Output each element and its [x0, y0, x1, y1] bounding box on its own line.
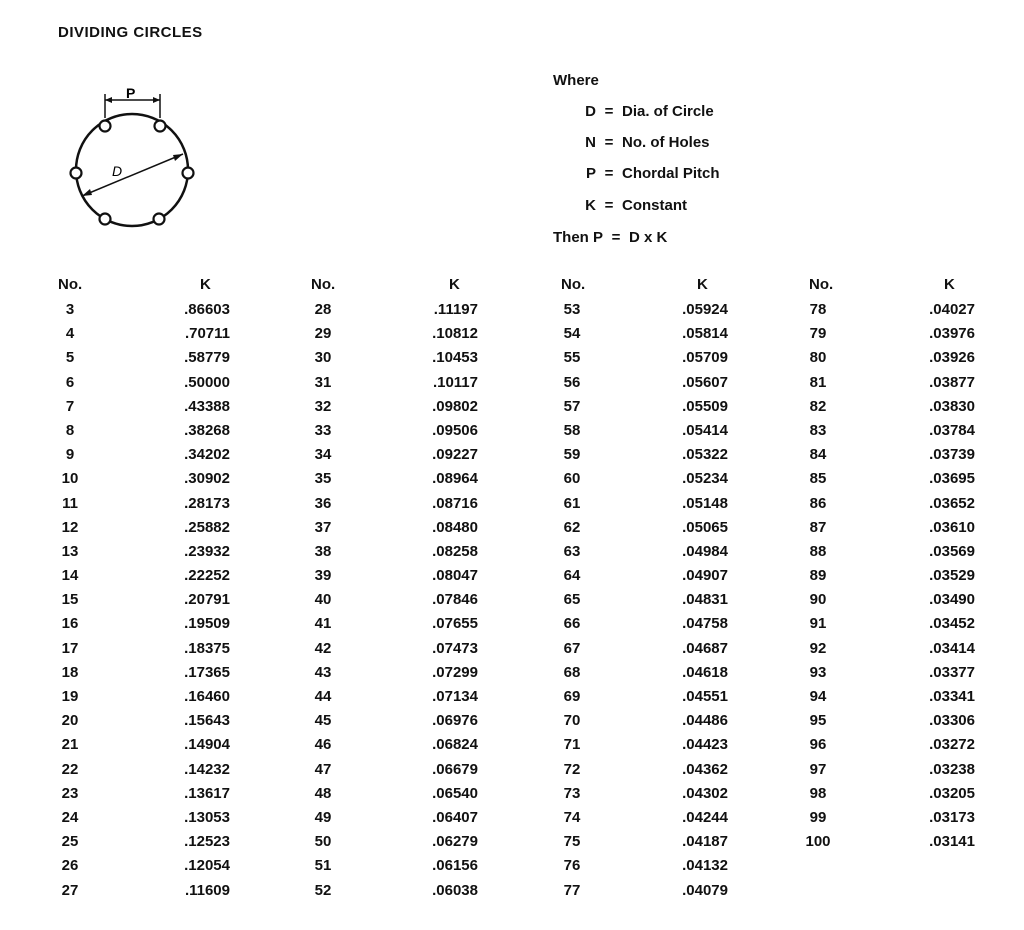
- constant-cell: .05509: [682, 397, 728, 415]
- hole-count-cell: 60: [563, 470, 581, 488]
- hole-count-cell: 79: [809, 325, 827, 343]
- hole-count-cell: 72: [563, 760, 581, 778]
- constant-cell: .04187: [682, 833, 728, 851]
- constant-cell: .12523: [184, 833, 230, 851]
- hole-count-cell: 55: [563, 349, 581, 367]
- legend-row-k: K = Constant: [585, 197, 687, 214]
- hole-count-cell: 64: [563, 567, 581, 585]
- constant-cell: .08047: [432, 567, 478, 585]
- constant-cell: .03238: [929, 760, 975, 778]
- legend-then-formula: Then P = D x K: [553, 229, 668, 246]
- hole-count-cell: 9: [65, 446, 75, 464]
- constant-cell: .43388: [184, 397, 230, 415]
- legend-row-d: D = Dia. of Circle: [585, 103, 714, 120]
- constant-cell: .30902: [184, 470, 230, 488]
- hole-count-cell: 82: [809, 397, 827, 415]
- hole-count-cell: 62: [563, 518, 581, 536]
- constant-cell: .04984: [682, 542, 728, 560]
- hole-count-cell: 29: [314, 325, 332, 343]
- hole-count-cell: 54: [563, 325, 581, 343]
- hole-count-cell: 69: [563, 688, 581, 705]
- constant-cell: .03205: [929, 784, 975, 802]
- constant-cell: .04618: [682, 663, 728, 681]
- constant-cell: .04423: [682, 736, 728, 754]
- constant-cell: .25882: [184, 518, 230, 536]
- hole-count-cell: 68: [563, 663, 581, 681]
- hole-count-cell: 97: [809, 760, 827, 778]
- constant-cell: .03141: [929, 833, 975, 851]
- hole-count-cell: 59: [563, 446, 581, 464]
- constant-cell: .04687: [682, 639, 728, 657]
- constant-cell: .28173: [184, 494, 230, 512]
- constant-cell: .03306: [929, 712, 975, 730]
- hole-count-cell: 40: [314, 591, 332, 609]
- hole-count-cell: 4: [65, 325, 75, 343]
- constant-cell: .05814: [682, 325, 728, 343]
- hole-count-cell: 14: [61, 567, 79, 585]
- hole-count-cell: 18: [61, 663, 79, 681]
- hole-count-cell: 35: [314, 470, 332, 488]
- hole-count-cell: 20: [61, 712, 79, 730]
- constant-cell: .07473: [432, 639, 478, 657]
- hole-count-cell: 95: [809, 712, 827, 730]
- hole-count-cell: 44: [314, 688, 332, 705]
- hole-count-cell: 15: [61, 591, 79, 609]
- hole-count-cell: 83: [809, 421, 827, 439]
- constant-cell: .06976: [432, 712, 478, 730]
- label-p: P: [126, 88, 136, 101]
- header-no-2: No.: [311, 276, 336, 293]
- constant-cell: .10812: [432, 325, 478, 343]
- header-k-3: K: [697, 276, 708, 293]
- constant-cell: .10117: [432, 373, 478, 391]
- hole-count-cell: 12: [61, 518, 79, 536]
- constant-cell: .04244: [682, 808, 728, 826]
- hole-count-cell: 8: [65, 421, 75, 439]
- hole-count-cell: 57: [563, 397, 581, 415]
- constant-cell: .06540: [432, 784, 478, 802]
- hole-count-cell: 99: [809, 808, 827, 826]
- hole-count-cell: 13: [61, 542, 79, 560]
- constant-cell: .04027: [929, 301, 975, 318]
- hole-count-cell: 70: [563, 712, 581, 730]
- constant-cell: .06156: [432, 857, 478, 875]
- label-d: D: [112, 163, 123, 179]
- constant-cell: .05414: [682, 421, 728, 439]
- hole-count-cell: 38: [314, 542, 332, 560]
- hole-count-cell: 76: [563, 857, 581, 875]
- constant-cell: .08716: [432, 494, 478, 512]
- hole-mark: [155, 121, 166, 132]
- hole-mark: [183, 168, 194, 179]
- hole-count-cell: 88: [809, 542, 827, 560]
- hole-count-cell: 93: [809, 663, 827, 681]
- hole-count-cell: 47: [314, 760, 332, 778]
- hole-count-cell: 23: [61, 784, 79, 802]
- hole-count-cell: 32: [314, 397, 332, 415]
- constant-cell: .17365: [184, 663, 230, 681]
- constant-cell: .04831: [682, 591, 728, 609]
- hole-count-cell: 6: [65, 373, 75, 391]
- hole-count-cell: 58: [563, 421, 581, 439]
- hole-mark: [100, 214, 111, 225]
- header-k-4: K: [944, 276, 955, 293]
- header-no-1: No.: [58, 276, 83, 293]
- hole-count-cell: 43: [314, 663, 332, 681]
- constant-cell: .05924: [682, 301, 728, 318]
- hole-mark: [154, 214, 165, 225]
- legend-where: Where: [553, 72, 599, 89]
- constant-cell: .19509: [184, 615, 230, 633]
- hole-count-cell: 25: [61, 833, 79, 851]
- constant-cell: .08258: [432, 542, 478, 560]
- hole-count-cell: 71: [563, 736, 581, 754]
- hole-count-cell: 10: [61, 470, 79, 488]
- constant-cell: .03414: [929, 639, 975, 657]
- no-column-3: [554, 298, 590, 903]
- constant-cell: .09506: [432, 421, 478, 439]
- hole-count-cell: 100: [805, 833, 831, 851]
- hole-count-cell: 5: [65, 349, 75, 367]
- constant-cell: .22252: [184, 567, 230, 585]
- hole-count-cell: 19: [61, 688, 79, 705]
- hole-count-cell: 11: [62, 494, 78, 512]
- constant-cell: .86603: [184, 301, 230, 318]
- hole-count-cell: 3: [65, 301, 75, 318]
- k-column-4: [905, 298, 975, 854]
- hole-count-cell: 89: [809, 567, 827, 585]
- dividing-circle-diagram: [60, 88, 210, 238]
- hole-count-cell: 26: [61, 857, 79, 875]
- no-column-4: [800, 298, 836, 854]
- hole-count-cell: 61: [563, 494, 581, 512]
- constant-cell: .06279: [432, 833, 478, 851]
- constant-cell: .03377: [929, 663, 975, 681]
- hole-count-cell: 28: [314, 301, 332, 318]
- hole-count-cell: 80: [809, 349, 827, 367]
- hole-count-cell: 65: [563, 591, 581, 609]
- hole-count-cell: 50: [314, 833, 332, 851]
- constant-cell: .04079: [682, 881, 728, 899]
- constant-cell: .07134: [432, 688, 478, 705]
- hole-count-cell: 22: [61, 760, 79, 778]
- constant-cell: .10453: [432, 349, 478, 367]
- constant-cell: .03652: [929, 494, 975, 512]
- constant-cell: .70711: [184, 325, 230, 343]
- constant-cell: .58779: [184, 349, 230, 367]
- constant-cell: .50000: [184, 373, 230, 391]
- hole-count-cell: 45: [314, 712, 332, 730]
- hole-count-cell: 42: [314, 639, 332, 657]
- hole-count-cell: 49: [314, 808, 332, 826]
- constant-cell: .11197: [433, 301, 478, 318]
- constant-cell: .23932: [184, 542, 230, 560]
- constant-cell: .07846: [432, 591, 478, 609]
- constant-cell: .04362: [682, 760, 728, 778]
- constant-cell: .13053: [184, 808, 230, 826]
- hole-count-cell: 46: [314, 736, 332, 754]
- hole-count-cell: 7: [65, 397, 75, 415]
- header-no-4: No.: [809, 276, 834, 293]
- header-k-2: K: [449, 276, 460, 293]
- constant-cell: .03739: [929, 446, 975, 464]
- constant-cell: .03173: [929, 808, 975, 826]
- hole-count-cell: 24: [61, 808, 79, 826]
- constant-cell: .05709: [682, 349, 728, 367]
- hole-count-cell: 39: [314, 567, 332, 585]
- constant-cell: .16460: [184, 688, 230, 705]
- hole-count-cell: 91: [809, 615, 827, 633]
- constant-cell: .05607: [682, 373, 728, 391]
- hole-count-cell: 16: [61, 615, 79, 633]
- constant-cell: .03452: [929, 615, 975, 633]
- constant-cell: .05234: [682, 470, 728, 488]
- constant-cell: .03272: [929, 736, 975, 754]
- hole-count-cell: 77: [563, 881, 581, 899]
- hole-mark: [71, 168, 82, 179]
- constant-cell: .03926: [929, 349, 975, 367]
- constant-cell: .04907: [682, 567, 728, 585]
- constant-cell: .06038: [432, 881, 478, 899]
- constant-cell: .04551: [682, 688, 728, 705]
- hole-mark: [100, 121, 111, 132]
- constant-cell: .06407: [432, 808, 478, 826]
- hole-count-cell: 52: [314, 881, 332, 899]
- hole-count-cell: 66: [563, 615, 581, 633]
- constant-cell: .03784: [929, 421, 975, 439]
- header-no-3: No.: [561, 276, 586, 293]
- no-column-1: [52, 298, 88, 903]
- k-column-1: [160, 298, 230, 903]
- constant-cell: .03877: [929, 373, 975, 391]
- hole-count-cell: 92: [809, 639, 827, 657]
- hole-count-cell: 30: [314, 349, 332, 367]
- hole-count-cell: 34: [314, 446, 332, 464]
- constant-cell: .04486: [682, 712, 728, 730]
- k-column-2: [408, 298, 478, 903]
- hole-count-cell: 56: [563, 373, 581, 391]
- hole-count-cell: 36: [314, 494, 332, 512]
- constant-cell: .13617: [184, 784, 230, 802]
- constant-cell: .08480: [432, 518, 478, 536]
- constant-cell: .05065: [682, 518, 728, 536]
- constant-cell: .15643: [184, 712, 230, 730]
- constant-cell: .07299: [432, 663, 478, 681]
- hole-count-cell: 53: [563, 301, 581, 318]
- k-column-3: [658, 298, 728, 903]
- hole-count-cell: 74: [563, 808, 581, 826]
- hole-count-cell: 98: [809, 784, 827, 802]
- hole-count-cell: 21: [61, 736, 79, 754]
- hole-count-cell: 87: [809, 518, 827, 536]
- constant-cell: .18375: [184, 639, 230, 657]
- constant-cell: .03976: [929, 325, 975, 343]
- constant-cell: .12054: [184, 857, 230, 875]
- legend-row-p: P = Chordal Pitch: [585, 165, 720, 182]
- constant-cell: .03490: [929, 591, 975, 609]
- hole-count-cell: 17: [61, 639, 79, 657]
- constant-cell: .03610: [929, 518, 975, 536]
- hole-count-cell: 85: [809, 470, 827, 488]
- hole-count-cell: 37: [314, 518, 332, 536]
- hole-count-cell: 75: [563, 833, 581, 851]
- constant-cell: .07655: [432, 615, 478, 633]
- hole-count-cell: 84: [809, 446, 827, 464]
- hole-count-cell: 94: [809, 688, 827, 705]
- constant-cell: .14232: [184, 760, 230, 778]
- constant-cell: .03341: [929, 688, 975, 705]
- constant-cell: .06679: [432, 760, 478, 778]
- hole-count-cell: 33: [314, 421, 332, 439]
- hole-count-cell: 48: [314, 784, 332, 802]
- constant-cell: .03529: [929, 567, 975, 585]
- hole-count-cell: 27: [61, 881, 79, 899]
- hole-count-cell: 63: [563, 542, 581, 560]
- legend-row-n: N = No. of Holes: [585, 134, 710, 151]
- constant-cell: .04132: [682, 857, 728, 875]
- constant-cell: .03830: [929, 397, 975, 415]
- constant-cell: .06824: [432, 736, 478, 754]
- constant-cell: .14904: [184, 736, 230, 754]
- hole-count-cell: 73: [563, 784, 581, 802]
- constant-cell: .04758: [682, 615, 728, 633]
- constant-cell: .20791: [184, 591, 230, 609]
- constant-cell: .03695: [929, 470, 975, 488]
- hole-count-cell: 86: [809, 494, 827, 512]
- constant-cell: .09227: [432, 446, 478, 464]
- constant-cell: .38268: [184, 421, 230, 439]
- hole-count-cell: 90: [809, 591, 827, 609]
- constant-cell: .05322: [682, 446, 728, 464]
- header-k-1: K: [200, 276, 211, 293]
- constant-cell: .05148: [682, 494, 728, 512]
- hole-count-cell: 78: [809, 301, 827, 318]
- page-title: DIVIDING CIRCLES: [58, 24, 203, 41]
- hole-count-cell: 67: [563, 639, 581, 657]
- constant-cell: .03569: [929, 542, 975, 560]
- hole-count-cell: 41: [314, 615, 332, 633]
- hole-count-cell: 31: [314, 373, 332, 391]
- constant-cell: .04302: [682, 784, 728, 802]
- constant-cell: .34202: [184, 446, 230, 464]
- constant-cell: .11609: [184, 881, 230, 899]
- hole-count-cell: 96: [809, 736, 827, 754]
- no-column-2: [305, 298, 341, 903]
- constant-cell: .09802: [432, 397, 478, 415]
- hole-count-cell: 81: [809, 373, 827, 391]
- constant-cell: .08964: [432, 470, 478, 488]
- hole-count-cell: 51: [314, 857, 332, 875]
